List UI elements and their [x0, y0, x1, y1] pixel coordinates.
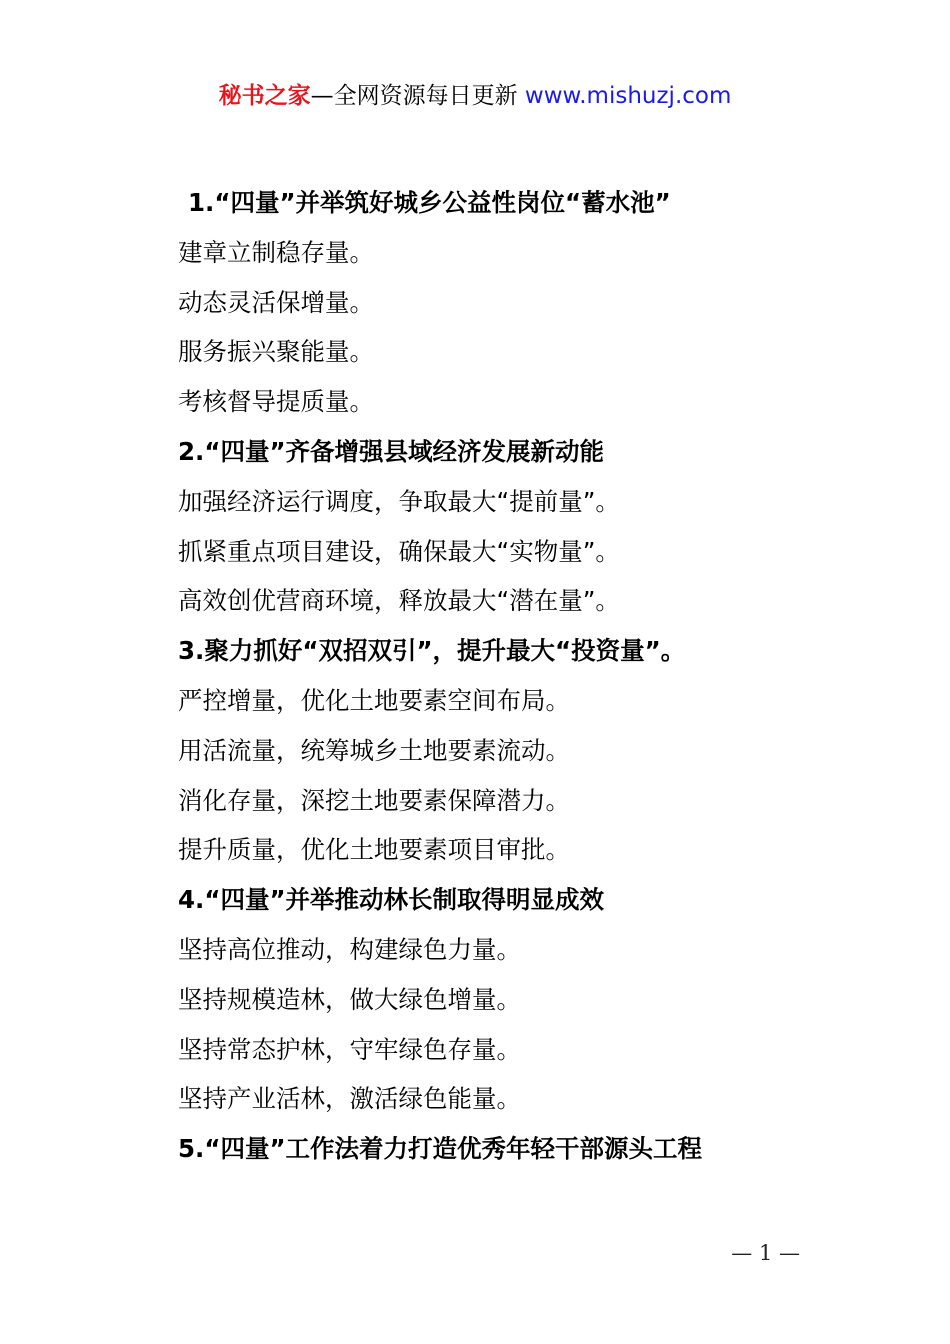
list-item: 建章立制稳存量。	[178, 237, 374, 267]
section-heading: 2.“四量”齐备增强县域经济发展新动能	[178, 436, 605, 466]
section-heading: 4.“四量”并举推动林长制取得明显成效	[178, 885, 605, 915]
site-tagline: —全网资源每日更新	[310, 83, 518, 109]
list-item: 提升质量，优化土地要素项目审批。	[178, 835, 570, 865]
list-item: 坚持规模造林，做大绿色增量。	[178, 984, 521, 1014]
list-item: 加强经济运行调度，争取最大“提前量”。	[178, 486, 620, 516]
section-heading: 3.聚力抓好“双招双引”，提升最大“投资量”。	[178, 636, 686, 666]
document-body	[178, 178, 878, 1174]
list-item: 消化存量，深挖土地要素保障潜力。	[178, 785, 570, 815]
section-heading: 5.“四量”工作法着力打造优秀年轻干部源头工程	[178, 1134, 703, 1164]
list-item: 动态灵活保增量。	[178, 287, 374, 317]
site-brand: 秘书之家	[218, 83, 311, 109]
list-item: 用活流量，统筹城乡土地要素流动。	[178, 735, 570, 765]
section-heading: 1.“四量”并举筑好城乡公益性岗位“蓄水池”	[188, 188, 671, 217]
list-item: 坚持产业活林，激活绿色能量。	[178, 1084, 521, 1114]
site-header	[0, 78, 950, 114]
list-item: 严控增量，优化土地要素空间布局。	[178, 685, 570, 715]
list-item: 坚持常态护林，守牢绿色存量。	[178, 1034, 521, 1064]
list-item: 考核督导提质量。	[178, 387, 374, 417]
list-item: 高效创优营商环境，释放最大“潜在量”。	[178, 586, 620, 616]
list-item: 抓紧重点项目建设，确保最大“实物量”。	[178, 536, 620, 566]
list-item: 服务振兴聚能量。	[178, 337, 374, 367]
list-item: 坚持高位推动，构建绿色力量。	[178, 934, 521, 964]
site-url[interactable]: www.mishuzj.com	[524, 83, 732, 109]
page-number: — 1 —	[731, 1241, 800, 1265]
